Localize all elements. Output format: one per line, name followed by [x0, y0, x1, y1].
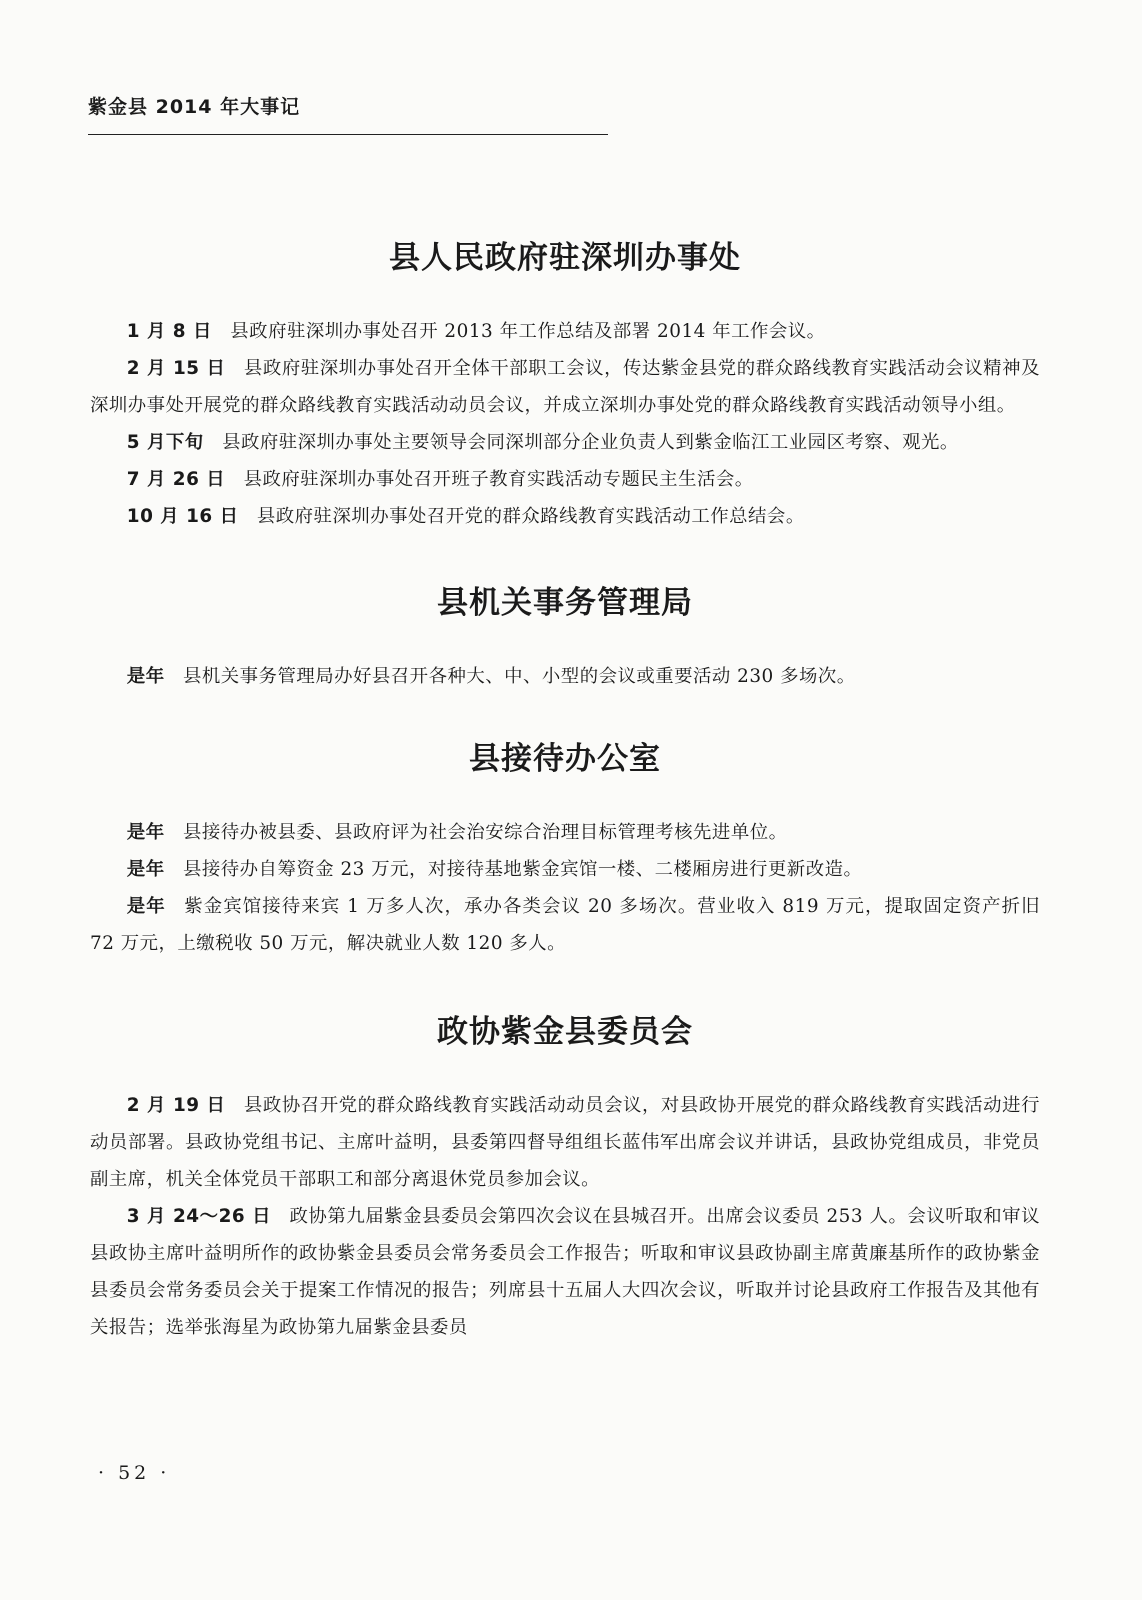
running-title: 紫金县 2014 年大事记	[88, 96, 301, 118]
entry-text: 县政府驻深圳办事处召开 2013 年工作总结及部署 2014 年工作会议。	[230, 321, 826, 342]
entry-text: 县接待办被县委、县政府评为社会治安综合治理目标管理考核先进单位。	[182, 822, 788, 843]
entry-list	[90, 313, 1040, 535]
entry	[90, 851, 1040, 888]
entry	[90, 1087, 1040, 1198]
header-rule	[88, 134, 608, 135]
entry-text: 县接待办自筹资金 23 万元，对接待基地紫金宾馆一楼、二楼厢房进行更新改造。	[182, 859, 863, 880]
entry-text: 县政府驻深圳办事处召开党的群众路线教育实践活动工作总结会。	[256, 506, 805, 527]
entry	[90, 658, 1040, 695]
section-cppcc-committee	[90, 1006, 1040, 1346]
entry-date: 是年	[126, 896, 166, 917]
entry	[90, 424, 1040, 461]
entry	[90, 313, 1040, 350]
entry-text: 县政协召开党的群众路线教育实践活动动员会议，对县政协开展党的群众路线教育实践活动进行动员部署。县政协党组书记、主席叶益明，县委第四督导组组长蓝伟军出席会议并讲话，县政协党组成员，非党员副主席，机关全体党员干部职工和部分离退休党员参加会议。	[90, 1095, 1040, 1190]
entry-text: 政协第九届紫金县委员会第四次会议在县城召开。出席会议委员 253 人。会议听取和审议县政协主席叶益明所作的政协紫金县委员会常务委员会工作报告；听取和审议县政协副主席黄廉基所作的政协紫金县委员会常务委员会关于提案工作情况的报告；列席县十五届人大四次会议，听取并讨论县政府工作报告及其他有关报告；选举张海星为政协第九届紫金县委员	[90, 1206, 1040, 1338]
entry-date: 1 月 8 日	[126, 321, 212, 342]
entry-text: 县政府驻深圳办事处召开班子教育实践活动专题民主生活会。	[243, 469, 754, 490]
entry-text: 紫金宾馆接待来宾 1 万多人次，承办各类会议 20 多场次。营业收入 819 万元，提取固定资产折旧 72 万元，上缴税收 50 万元，解决就业人数 120 多人。	[90, 896, 1040, 954]
entry-date: 5 月下旬	[126, 432, 204, 453]
section-title: 县接待办公室	[469, 741, 661, 777]
section-shenzhen-office	[90, 232, 1040, 535]
entry-text: 县政府驻深圳办事处主要领导会同深圳部分企业负责人到紫金临江工业园区考察、观光。	[222, 432, 959, 453]
entry-date: 是年	[126, 859, 165, 880]
section-affairs-bureau	[90, 577, 1040, 695]
entry-date: 10 月 16 日	[126, 506, 239, 527]
entry-date: 是年	[126, 666, 165, 687]
entry	[90, 888, 1040, 962]
entry	[90, 498, 1040, 535]
entry-text: 县政府驻深圳办事处召开全体干部职工会议，传达紫金县党的群众路线教育实践活动会议精神及深圳办事处开展党的群众路线教育实践活动动员会议，并成立深圳办事处党的群众路线教育实践活动领导小组。	[90, 358, 1040, 416]
entry-list	[90, 658, 1040, 695]
entry-date: 7 月 26 日	[126, 469, 226, 490]
entry-date: 2 月 15 日	[126, 358, 226, 379]
entry-date: 3 月 24～26 日	[126, 1206, 272, 1227]
section-title: 政协紫金县委员会	[437, 1014, 693, 1050]
entry-list	[90, 1087, 1040, 1346]
entry	[90, 461, 1040, 498]
entry-text: 县机关事务管理局办好县召开各种大、中、小型的会议或重要活动 230 多场次。	[182, 666, 856, 687]
page-content	[90, 232, 1040, 1346]
page-number: · 52 ·	[98, 1462, 171, 1484]
entry	[90, 350, 1040, 424]
entry	[90, 1198, 1040, 1346]
entry	[90, 814, 1040, 851]
entry-date: 是年	[126, 822, 165, 843]
section-title: 县机关事务管理局	[437, 585, 693, 621]
entry-date: 2 月 19 日	[126, 1095, 226, 1116]
entry-list	[90, 814, 1040, 962]
section-reception-office	[90, 733, 1040, 962]
section-title: 县人民政府驻深圳办事处	[389, 240, 741, 276]
